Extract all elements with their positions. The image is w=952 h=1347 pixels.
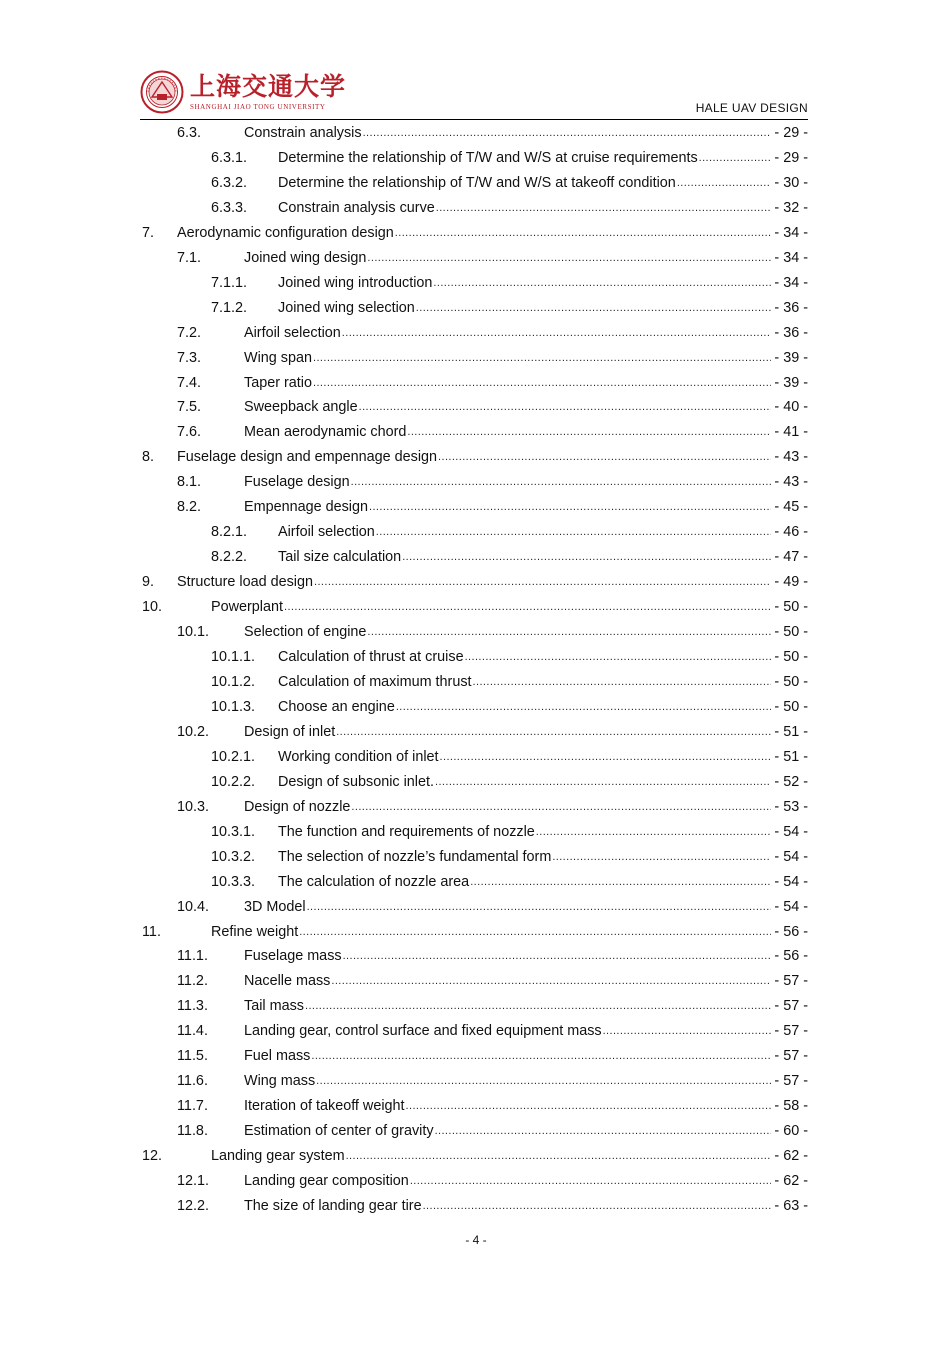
toc-entry-page: - 54 -: [774, 873, 808, 890]
dot-leader: [314, 570, 771, 595]
toc-entry-page: - 57 -: [774, 1048, 808, 1065]
toc-entry-line: [278, 271, 808, 296]
toc-entry-number: 6.3.: [177, 125, 202, 141]
toc-entry-page: - 57 -: [774, 1023, 808, 1040]
toc-entry-page: - 60 -: [774, 1123, 808, 1140]
toc-entry-page: - 54 -: [774, 898, 808, 915]
toc-entry-number: 7.3.: [177, 349, 202, 366]
dot-leader: [363, 121, 772, 146]
dot-leader: [342, 321, 772, 346]
toc-entry[interactable]: [142, 545, 808, 570]
toc-entry-page: - 34 -: [774, 274, 808, 291]
toc-entry-title: Design of inlet: [244, 723, 336, 740]
toc-entry[interactable]: [142, 196, 808, 221]
toc-entry-title: Design of nozzle: [244, 798, 351, 815]
toc-entry-title: Calculation of maximum thrust: [278, 673, 472, 690]
toc-entry-title: Fuselage mass: [244, 948, 342, 965]
toc-entry-title: Tail size calculation: [278, 549, 402, 566]
toc-entry-title: Taper ratio: [244, 374, 312, 391]
dot-leader: [367, 620, 771, 645]
toc-entry-number: 7.1.: [177, 249, 202, 266]
dot-leader: [351, 795, 771, 820]
toc-entry[interactable]: [142, 495, 808, 520]
toc-entry-page: - 53 -: [774, 798, 808, 815]
dot-leader: [410, 1169, 772, 1194]
dot-leader: [367, 246, 771, 271]
dot-leader: [699, 146, 772, 171]
toc-entry[interactable]: [142, 1094, 808, 1119]
toc-entry-page: - 56 -: [774, 948, 808, 965]
toc-entry-line: [244, 969, 808, 994]
toc-entry-title: The function and requirements of nozzle: [278, 823, 535, 840]
toc-entry-line: [244, 1019, 808, 1044]
document-title: HALE UAV DESIGN: [695, 101, 808, 115]
dot-leader: [416, 296, 772, 321]
toc-entry-number: 8.2.1.: [211, 524, 248, 541]
toc-entry-page: - 50 -: [774, 649, 808, 666]
dot-leader: [346, 1144, 772, 1169]
toc-entry-title: Aerodynamic configuration design: [177, 224, 394, 241]
toc-entry-title: The selection of nozzle’s fundamental form: [278, 848, 552, 865]
toc-entry[interactable]: [142, 595, 808, 620]
toc-entry-page: - 43 -: [774, 474, 808, 491]
toc-entry[interactable]: [142, 171, 808, 196]
toc-entry-line: [211, 920, 808, 945]
toc-entry-line: [278, 770, 808, 795]
dot-leader: [552, 845, 771, 870]
toc-entry-title: Mean aerodynamic chord: [244, 424, 407, 441]
dot-leader: [423, 1194, 772, 1219]
toc-entry-page: - 50 -: [774, 624, 808, 641]
toc-entry-line: [244, 321, 808, 346]
toc-entry[interactable]: [142, 770, 808, 795]
toc-entry-page: - 57 -: [774, 998, 808, 1015]
toc-entry-number: 6.3.3.: [211, 199, 248, 216]
toc-entry-title: Airfoil selection: [244, 324, 341, 341]
toc-entry-page: - 52 -: [774, 773, 808, 790]
toc-entry-page: - 57 -: [774, 973, 808, 990]
toc-entry-line: [278, 745, 808, 770]
toc-entry-title: Fuel mass: [244, 1048, 311, 1065]
toc-entry-number: 8.2.: [177, 499, 202, 516]
toc-entry-line: [278, 645, 808, 670]
toc-entry-title: Structure load design: [177, 574, 313, 591]
toc-entry-line: [278, 870, 808, 895]
toc-entry-number: 10.: [142, 599, 163, 616]
toc-entry-number: 10.3.3.: [211, 873, 256, 890]
toc-entry-title: Determine the relationship of T/W and W/S at cruise requirements: [278, 149, 698, 166]
dot-leader: [351, 470, 772, 495]
toc-entry-title: Nacelle mass: [244, 973, 331, 990]
toc-entry-title: Iteration of takeoff weight: [244, 1098, 405, 1115]
toc-entry-number: 10.3.1.: [211, 823, 256, 840]
toc-entry[interactable]: [142, 271, 808, 296]
toc-entry-line: [244, 795, 808, 820]
toc-entry-number: 7.6.: [177, 424, 202, 441]
dot-leader: [465, 645, 772, 670]
toc-entry-number: 7.2.: [177, 324, 202, 341]
toc-entry-number: 7.: [142, 224, 155, 241]
toc-entry-title: Working condition of inlet: [278, 748, 439, 765]
dot-leader: [473, 670, 772, 695]
toc-entry-line: [244, 720, 808, 745]
toc-entry-line: [244, 495, 808, 520]
university-seal-icon: [140, 70, 184, 114]
toc-entry-line: [244, 470, 808, 495]
toc-entry-page: - 58 -: [774, 1098, 808, 1115]
dot-leader: [603, 1019, 772, 1044]
toc-entry-page: - 41 -: [774, 424, 808, 441]
toc-entry-number: 11.: [142, 923, 161, 940]
toc-entry-line: [244, 944, 808, 969]
page-number: - 4 -: [465, 1233, 487, 1247]
toc-entry-number: 7.1.1.: [211, 274, 248, 291]
toc-entry-number: 8.1.: [177, 474, 202, 491]
toc-entry-page: - 57 -: [774, 1073, 808, 1090]
dot-leader: [359, 395, 772, 420]
toc-entry-number: 11.5.: [177, 1048, 208, 1065]
toc-entry-number: 12.2.: [177, 1197, 210, 1214]
toc-entry-page: - 43 -: [774, 449, 808, 466]
toc-entry-page: - 51 -: [774, 748, 808, 765]
toc-entry-number: 11.2.: [177, 973, 208, 990]
toc-entry[interactable]: [142, 321, 808, 346]
header-rule: [140, 119, 808, 120]
toc-entry-title: Calculation of thrust at cruise: [278, 649, 464, 666]
toc-entry-page: - 39 -: [774, 349, 808, 366]
toc-entry-title: Constrain analysis curve: [278, 199, 435, 216]
toc-entry-title: Joined wing design: [244, 249, 367, 266]
toc-entry-line: [244, 1119, 808, 1144]
toc-entry[interactable]: [142, 395, 808, 420]
toc-entry[interactable]: [142, 969, 808, 994]
toc-entry[interactable]: [142, 520, 808, 545]
toc-entry-number: 7.4.: [177, 374, 202, 391]
toc-entry[interactable]: [142, 470, 808, 495]
toc-entry[interactable]: [142, 670, 808, 695]
toc-entry-title: Joined wing selection: [278, 299, 415, 316]
toc-entry-title: Wing mass: [244, 1073, 316, 1090]
toc-entry[interactable]: [142, 994, 808, 1019]
dot-leader: [369, 495, 771, 520]
toc-entry-number: 10.2.2.: [211, 773, 256, 790]
toc-entry[interactable]: [142, 920, 808, 945]
toc-entry[interactable]: [142, 221, 808, 246]
toc-entry-title: Fuselage design and empennage design: [177, 449, 438, 466]
toc-entry-title: Powerplant: [211, 599, 283, 616]
toc-entry-page: - 56 -: [774, 923, 808, 940]
toc-entry-page: - 40 -: [774, 399, 808, 416]
toc-entry-page: - 50 -: [774, 673, 808, 690]
toc-entry-page: - 45 -: [774, 499, 808, 516]
toc-entry-title: Airfoil selection: [278, 524, 375, 541]
university-logo: [140, 70, 346, 114]
toc-entry-title: Refine weight: [211, 923, 299, 940]
toc-entry-line: [244, 1069, 808, 1094]
toc-entry-line: [278, 296, 808, 321]
toc-entry-line: [278, 196, 808, 221]
toc-entry-page: - 29 -: [774, 125, 808, 141]
dot-leader: [536, 820, 772, 845]
toc-entry-title: Empennage design: [244, 499, 369, 516]
toc-entry-number: 10.1.3.: [211, 698, 256, 715]
toc-entry-line: [211, 1144, 808, 1169]
toc-entry[interactable]: [142, 1044, 808, 1069]
toc-entry[interactable]: [142, 445, 808, 470]
toc-entry-title: Estimation of center of gravity: [244, 1123, 434, 1140]
toc-entry[interactable]: [142, 121, 808, 146]
toc-entry[interactable]: [142, 645, 808, 670]
dot-leader: [396, 695, 772, 720]
toc-entry-page: - 49 -: [774, 574, 808, 591]
toc-entry-number: 10.2.1.: [211, 748, 256, 765]
toc-entry[interactable]: [142, 845, 808, 870]
toc-entry[interactable]: [142, 146, 808, 171]
toc-entry-line: [244, 346, 808, 371]
dot-leader: [440, 745, 772, 770]
toc-entry-number: 10.1.: [177, 624, 210, 641]
toc-entry-title: 3D Model: [244, 898, 306, 915]
toc-entry[interactable]: [142, 720, 808, 745]
toc-entry-page: - 34 -: [774, 249, 808, 266]
toc-entry-line: [244, 420, 808, 445]
toc-entry-number: 10.1.2.: [211, 673, 256, 690]
toc-entry-title: Tail mass: [244, 998, 304, 1015]
dot-leader: [336, 720, 771, 745]
toc-entry-line: [278, 520, 808, 545]
toc-entry[interactable]: [142, 346, 808, 371]
dot-leader: [316, 1069, 771, 1094]
toc-entry[interactable]: [142, 1019, 808, 1044]
toc-entry-number: 8.: [142, 449, 155, 466]
toc-entry-number: 7.1.2.: [211, 299, 248, 316]
toc-entry[interactable]: [142, 296, 808, 321]
dot-leader: [284, 595, 771, 620]
toc-entry-number: 6.3.1.: [211, 149, 248, 166]
dot-leader: [331, 969, 771, 994]
dot-leader: [407, 420, 771, 445]
toc-entry-line: [244, 1044, 808, 1069]
toc-entry-number: 6.3.2.: [211, 174, 248, 191]
dot-leader: [376, 520, 772, 545]
toc-entry-number: 11.7.: [177, 1098, 208, 1115]
toc-entry-line: [211, 595, 808, 620]
toc-entry-title: Choose an engine: [278, 698, 395, 715]
toc-entry[interactable]: [142, 895, 808, 920]
dot-leader: [313, 346, 771, 371]
toc-entry[interactable]: [142, 570, 808, 595]
toc-entry-title: Joined wing introduction: [278, 274, 433, 291]
toc-entry-title: Selection of engine: [244, 624, 367, 641]
toc-entry[interactable]: [142, 620, 808, 645]
toc-entry-number: 10.4.: [177, 898, 210, 915]
toc-entry-page: - 50 -: [774, 698, 808, 715]
toc-entry-line: [244, 895, 808, 920]
toc-entry-number: 11.8.: [177, 1123, 208, 1140]
dot-leader: [313, 371, 771, 396]
toc-entry-page: - 51 -: [774, 723, 808, 740]
toc-entry-page: - 29 -: [774, 149, 808, 166]
dot-leader: [470, 870, 771, 895]
toc-entry-title: Fuselage design: [244, 474, 350, 491]
toc-entry-line: [278, 545, 808, 570]
toc-entry-title: Wing span: [244, 349, 312, 366]
toc-entry-line: [278, 845, 808, 870]
dot-leader: [435, 770, 771, 795]
toc-entry-page: - 34 -: [774, 224, 808, 241]
toc-entry[interactable]: [142, 1069, 808, 1094]
toc-entry-page: - 36 -: [774, 299, 808, 316]
toc-entry-line: [244, 395, 808, 420]
toc-entry[interactable]: [142, 420, 808, 445]
toc-entry-title: Design of subsonic inlet.: [278, 773, 434, 790]
toc-entry-page: - 54 -: [774, 823, 808, 840]
dot-leader: [433, 271, 771, 296]
toc-entry-page: - 54 -: [774, 848, 808, 865]
dot-leader: [435, 1119, 772, 1144]
dot-leader: [436, 196, 772, 221]
toc-entry[interactable]: [142, 695, 808, 720]
table-of-contents: [142, 121, 808, 1219]
toc-entry-title: Sweepback angle: [244, 399, 358, 416]
dot-leader: [402, 545, 771, 570]
toc-entry-page: - 62 -: [774, 1148, 808, 1165]
toc-entry-number: 7.5.: [177, 399, 202, 416]
toc-entry-line: [244, 371, 808, 396]
toc-entry-line: [244, 994, 808, 1019]
toc-entry-title: Landing gear composition: [244, 1173, 409, 1190]
toc-entry[interactable]: [142, 246, 808, 271]
toc-entry[interactable]: [142, 944, 808, 969]
toc-entry-line: [244, 1169, 808, 1194]
toc-entry-line: [278, 695, 808, 720]
toc-entry[interactable]: [142, 870, 808, 895]
dot-leader: [395, 221, 772, 246]
toc-entry-line: [244, 1194, 808, 1219]
toc-entry[interactable]: [142, 1119, 808, 1144]
dot-leader: [305, 994, 771, 1019]
toc-entry-title: Landing gear, control surface and fixed equipment mass: [244, 1023, 602, 1040]
university-name-en: SHANGHAI JIAO TONG UNIVERSITY: [190, 103, 326, 111]
toc-entry[interactable]: [142, 1194, 808, 1219]
toc-entry-line: [177, 445, 808, 470]
dot-leader: [343, 944, 772, 969]
toc-entry-page: - 46 -: [774, 524, 808, 541]
toc-entry-number: 11.6.: [177, 1073, 208, 1090]
toc-entry-number: 10.3.: [177, 798, 210, 815]
toc-entry-number: 11.3.: [177, 998, 208, 1015]
toc-entry-page: - 36 -: [774, 324, 808, 341]
toc-entry-page: - 63 -: [774, 1197, 808, 1214]
toc-entry[interactable]: [142, 795, 808, 820]
toc-entry-line: [278, 820, 808, 845]
toc-entry-line: [278, 670, 808, 695]
toc-entry-number: 10.3.2.: [211, 848, 256, 865]
toc-entry-line: [244, 246, 808, 271]
toc-entry-title: Constrain analysis: [244, 125, 362, 141]
university-name-cn: 上海交通大学: [190, 72, 347, 101]
toc-entry-page: - 32 -: [774, 199, 808, 216]
toc-entry[interactable]: [142, 1144, 808, 1169]
toc-entry-title: The calculation of nozzle area: [278, 873, 470, 890]
toc-entry-line: [177, 221, 808, 246]
toc-entry-number: 11.1.: [177, 948, 208, 965]
toc-entry-title: Determine the relationship of T/W and W/S at takeoff condition: [278, 174, 676, 191]
dot-leader: [299, 920, 771, 945]
dot-leader: [307, 895, 772, 920]
toc-entry-number: 9.: [142, 574, 155, 591]
dot-leader: [406, 1094, 772, 1119]
dot-leader: [438, 445, 771, 470]
toc-entry-number: 12.1.: [177, 1173, 210, 1190]
toc-entry-title: Landing gear system: [211, 1148, 345, 1165]
toc-entry[interactable]: [142, 745, 808, 770]
toc-entry-page: - 30 -: [774, 174, 808, 191]
toc-entry-page: - 50 -: [774, 599, 808, 616]
toc-entry-page: - 47 -: [774, 549, 808, 566]
toc-entry-line: [278, 171, 808, 196]
toc-entry-number: 10.2.: [177, 723, 210, 740]
toc-entry-line: [244, 1094, 808, 1119]
toc-entry-number: 8.2.2.: [211, 549, 248, 566]
page-header: [140, 66, 808, 120]
toc-entry[interactable]: [142, 371, 808, 396]
toc-entry-page: - 62 -: [774, 1173, 808, 1190]
toc-entry-title: The size of landing gear tire: [244, 1197, 422, 1214]
toc-entry[interactable]: [142, 1169, 808, 1194]
toc-entry-page: - 39 -: [774, 374, 808, 391]
toc-entry[interactable]: [142, 820, 808, 845]
toc-entry-number: 10.1.1.: [211, 649, 256, 666]
toc-entry-number: 12.: [142, 1148, 163, 1165]
dot-leader: [311, 1044, 771, 1069]
toc-entry-line: [177, 570, 808, 595]
dot-leader: [677, 171, 772, 196]
toc-entry-line: [278, 146, 808, 171]
toc-entry-line: [244, 620, 808, 645]
toc-entry-number: 11.4.: [177, 1023, 208, 1040]
toc-entry-line: [244, 121, 808, 146]
